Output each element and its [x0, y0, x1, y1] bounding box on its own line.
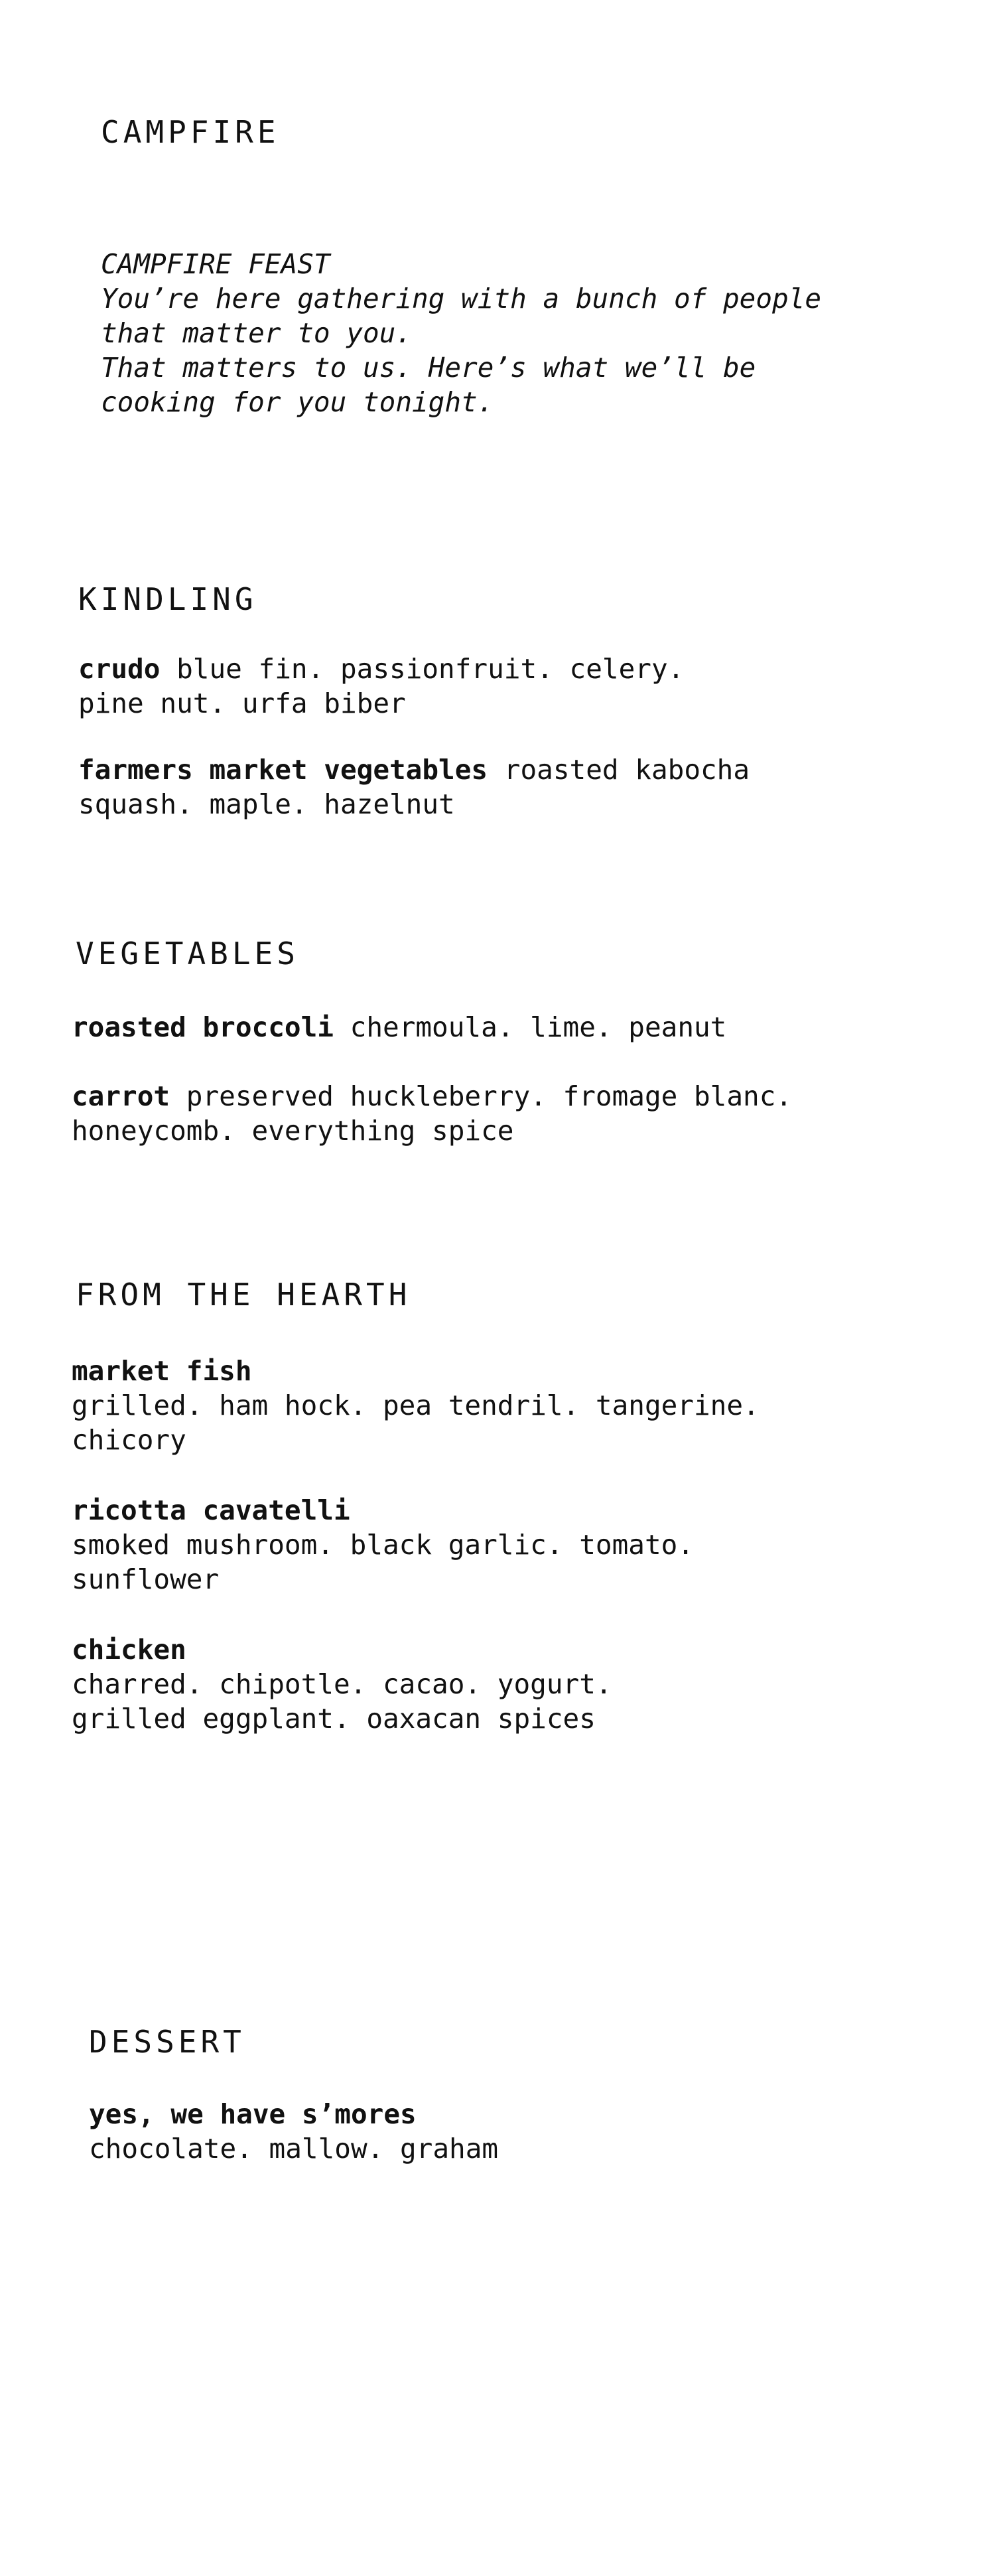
item-description: grilled eggplant. oaxacan spices: [72, 1703, 596, 1735]
intro-block: [101, 247, 821, 419]
menu-item-chicken: [72, 1632, 967, 1736]
item-name: ricotta cavatelli: [72, 1494, 350, 1526]
menu-item-smores: [89, 2097, 984, 2166]
menu-item-carrot: [72, 1079, 967, 1148]
intro-line: that matter to you.: [101, 317, 412, 349]
menu-item-farmers-market-vegetables: [78, 752, 974, 822]
item-name: farmers market vegetables: [78, 754, 488, 786]
item-description: roasted kabocha: [488, 754, 750, 786]
brand-title: CAMPFIRE: [101, 114, 280, 150]
item-description: squash. maple. hazelnut: [78, 788, 455, 820]
intro-line: cooking for you tonight.: [101, 386, 494, 418]
item-description: smoked mushroom. black garlic. tomato.: [72, 1529, 694, 1561]
item-description: honeycomb. everything spice: [72, 1115, 514, 1147]
menu-item-crudo: [78, 652, 974, 721]
item-description: chocolate. mallow. graham: [89, 2133, 499, 2165]
item-name: crudo: [78, 653, 161, 685]
item-description: grilled. ham hock. pea tendril. tangerine.: [72, 1390, 760, 1421]
item-name: market fish: [72, 1355, 252, 1387]
menu-item-ricotta-cavatelli: [72, 1493, 967, 1597]
item-description: sunflower: [72, 1563, 220, 1595]
item-name: yes, we have s’mores: [89, 2098, 417, 2130]
item-name: chicken: [72, 1634, 186, 1666]
menu-item-market-fish: [72, 1354, 967, 1457]
item-name: roasted broccoli: [72, 1011, 334, 1043]
intro-title: CAMPFIRE FEAST: [101, 248, 330, 280]
item-description: chermoula. lime. peanut: [333, 1011, 727, 1043]
section-title-kindling: KINDLING: [78, 581, 257, 617]
section-title-dessert: DESSERT: [89, 2024, 245, 2060]
section-title-from-the-hearth: FROM THE HEARTH: [76, 1277, 411, 1313]
item-description: preserved huckleberry. fromage blanc.: [170, 1080, 793, 1112]
item-description: charred. chipotle. cacao. yogurt.: [72, 1668, 612, 1700]
item-description: chicory: [72, 1424, 186, 1456]
item-description: pine nut. urfa biber: [78, 687, 406, 719]
item-name: carrot: [72, 1080, 170, 1112]
section-title-vegetables: VEGETABLES: [76, 936, 299, 971]
intro-line: That matters to us. Here’s what we’ll be: [101, 352, 756, 384]
menu-item-roasted-broccoli: [72, 1010, 967, 1044]
intro-line: You’re here gathering with a bunch of people: [101, 283, 822, 315]
item-description: blue fin. passionfruit. celery.: [160, 653, 685, 685]
